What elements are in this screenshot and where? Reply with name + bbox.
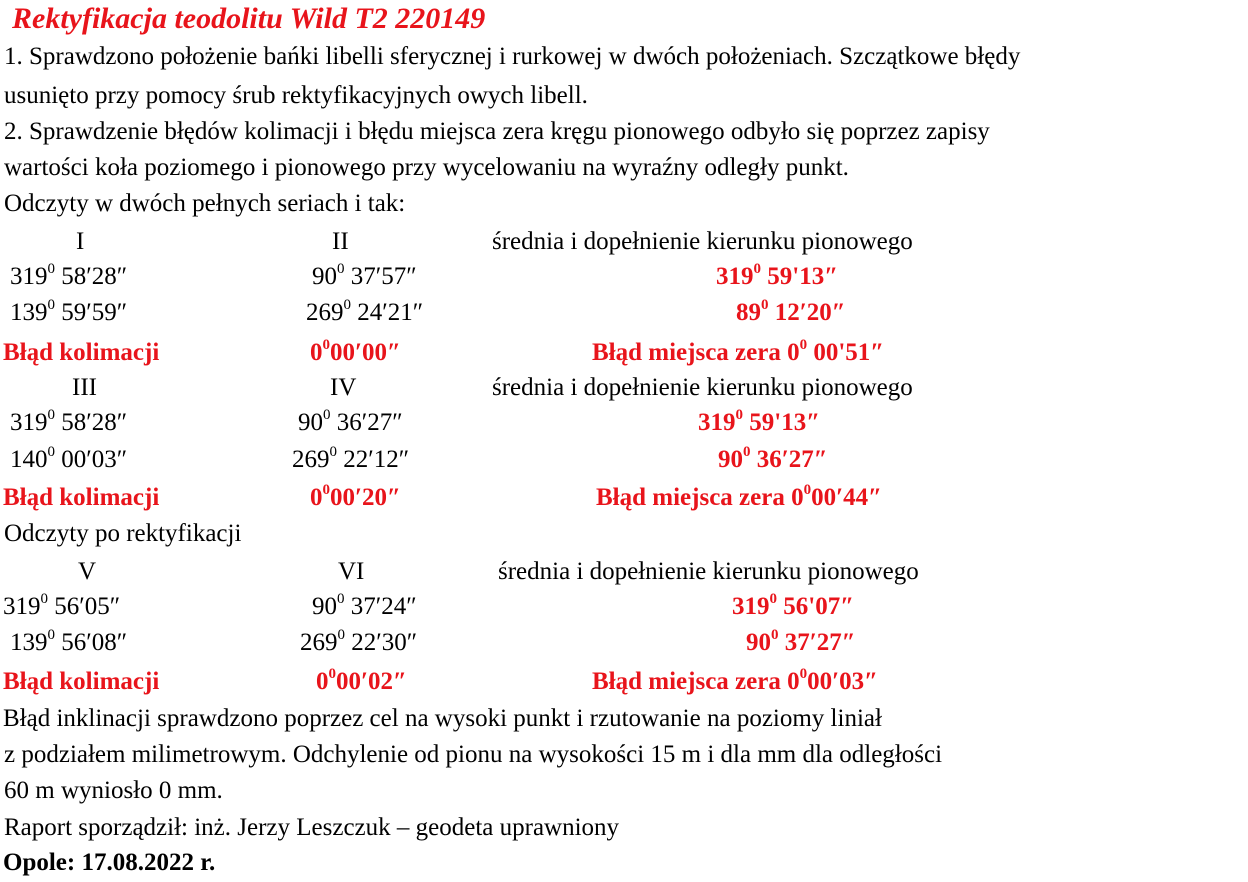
- series2-r1-a: $319^0$ 58ʹ28ʺ: [10, 407, 126, 436]
- intro-line-2: usunięto przy pomocy śrub rektyfikacyjnych owych libell.: [4, 82, 588, 109]
- series3-r2-a: $139^0$ 56ʹ08ʺ: [10, 627, 126, 656]
- series1-r1-a: $319^0$ 58ʹ28ʺ: [10, 261, 126, 290]
- series2-header-a: III: [72, 374, 97, 401]
- series1-r2-a: $139^0$ 59ʹ59ʺ: [10, 297, 126, 326]
- series2-r1-c: $319^0$ 59'13ʺ: [698, 407, 819, 436]
- series1-header-a: I: [76, 228, 85, 255]
- series3-header-c: średnia i dopełnienie kierunku pionowego: [498, 558, 919, 585]
- series3-collimation-value: $0^000ʹ02ʺ$: [316, 666, 406, 695]
- series1-r2-c: $89^0$ 12ʹ20ʺ: [736, 297, 845, 326]
- series2-collimation-value: $0^000ʹ20ʺ$: [310, 482, 400, 511]
- series3-r2-b: $269^0$ 22ʹ30ʺ: [300, 627, 416, 656]
- after-rectification-label: Odczyty po rektyfikacji: [4, 520, 242, 547]
- series3-collimation-label: Błąd kolimacji: [3, 668, 160, 695]
- series3-r1-c: $319^0$ 56'07ʺ: [732, 591, 853, 620]
- series2-header-b: IV: [330, 374, 357, 401]
- place-date: Opole: 17.08.2022 r.: [3, 849, 216, 876]
- series2-r2-c: $90^0$ 36ʹ27ʺ: [718, 444, 827, 473]
- intro-line-5: Odczyty w dwóch pełnych seriach i tak:: [4, 190, 406, 217]
- intro-line-1: 1. Sprawdzono położenie bańki libelli sferycznej i rurkowej w dwóch położeniach. Szczątkowe błędy: [4, 43, 1021, 70]
- series1-collimation-value: $0^000ʹ00ʺ$: [310, 337, 400, 366]
- report-author: Raport sporządził: inż. Jerzy Leszczuk – geodeta uprawniony: [4, 814, 620, 841]
- series2-header-c: średnia i dopełnienie kierunku pionowego: [492, 374, 913, 401]
- series1-r1-b: $90^0$ 37ʹ57ʺ: [312, 261, 416, 290]
- series3-header-b: VI: [338, 558, 365, 585]
- series1-header-c: średnia i dopełnienie kierunku pionowego: [492, 228, 913, 255]
- series1-zero-error: Błąd miejsca zera $0^0$ 00'51ʺ: [592, 337, 883, 366]
- intro-line-3: 2. Sprawdzenie błędów kolimacji i błędu miejsca zera kręgu pionowego odbyło się poprzez zapisy: [4, 118, 990, 145]
- series3-header-a: V: [78, 558, 97, 585]
- series2-r2-a: $140^0$ 00ʹ03ʺ: [10, 444, 126, 473]
- series2-collimation-label: Błąd kolimacji: [3, 484, 160, 511]
- series2-r2-b: $269^0$ 22ʹ12ʺ: [292, 444, 408, 473]
- intro-line-4: wartości koła poziomego i pionowego przy wycelowaniu na wyraźny odległy punkt.: [4, 154, 849, 181]
- series3-r1-a: $319^0$ 56ʹ05ʺ: [3, 591, 119, 620]
- series1-header-b: II: [332, 228, 349, 255]
- document-title: Rektyfikacja teodolitu Wild T2 220149: [12, 2, 486, 35]
- series3-zero-error: Błąd miejsca zera $0^000ʹ03ʺ$: [592, 666, 877, 695]
- series3-r1-b: $90^0$ 37ʹ24ʺ: [312, 591, 416, 620]
- series1-r1-c: $319^0$ 59'13ʺ: [716, 261, 837, 290]
- outro-line-1: Błąd inklinacji sprawdzono poprzez cel na wysoki punkt i rzutowanie na poziomy liniał: [3, 705, 882, 732]
- series3-r2-c: $90^0$ 37ʹ27ʺ: [746, 627, 855, 656]
- outro-line-3: 60 m wyniosło 0 mm.: [4, 777, 223, 804]
- series1-r2-b: $269^0$ 24ʹ21ʺ: [306, 297, 422, 326]
- series1-collimation-label: Błąd kolimacji: [3, 339, 160, 366]
- series2-r1-b: $90^0$ 36ʹ27ʺ: [298, 407, 402, 436]
- outro-line-2: z podziałem milimetrowym. Odchylenie od pionu na wysokości 15 m i dla mm dla odległości: [4, 741, 943, 768]
- series2-zero-error: Błąd miejsca zera $0^000ʹ44ʺ$: [596, 482, 881, 511]
